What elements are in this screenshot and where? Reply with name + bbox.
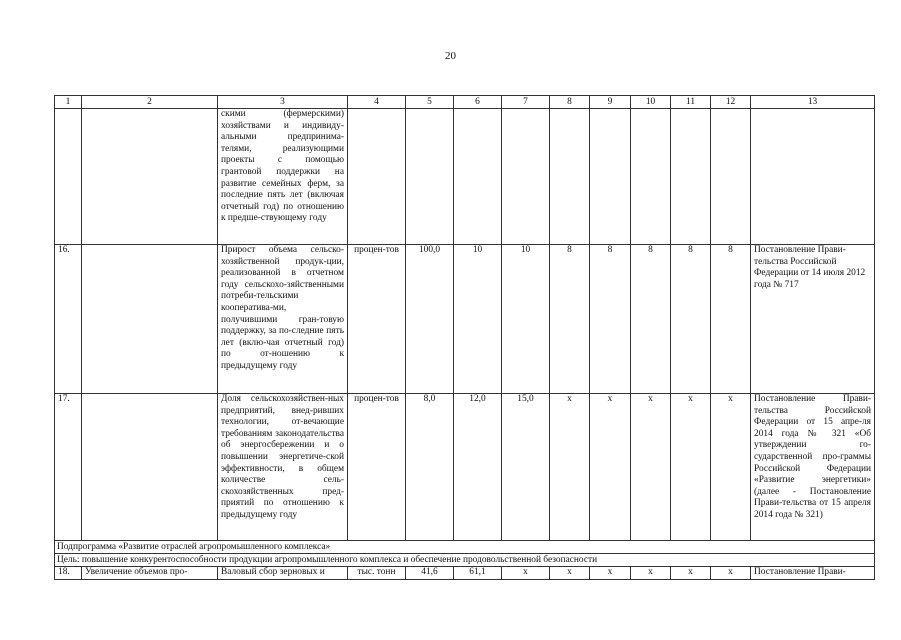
goal-cell bbox=[82, 245, 218, 394]
indicator-name: Прирост объема сельско-хозяйственной продук-ции, реализованной в отчетном году сельскохо-зяйственными потреби-тельскими кооператива-ми, получившими гран-товую поддержку, за по-следние пять лет (вклю-чая отчетный год) по от-ношению к предыдущему году bbox=[218, 245, 348, 394]
value-cell: 100,0 bbox=[406, 245, 454, 394]
value-cell: 61,1 bbox=[454, 567, 502, 580]
row-number: 16. bbox=[55, 245, 82, 394]
goal-cell bbox=[82, 109, 218, 245]
value-cell: x bbox=[631, 394, 671, 541]
value-cell: x bbox=[590, 394, 631, 541]
column-number: 13 bbox=[751, 96, 875, 109]
value-cell bbox=[631, 109, 671, 245]
column-number: 11 bbox=[671, 96, 711, 109]
document-reference: Постановление Прави- bbox=[751, 567, 875, 580]
value-cell: 41,6 bbox=[406, 567, 454, 580]
table-row bbox=[55, 567, 875, 580]
page-number: 20 bbox=[445, 50, 456, 62]
column-number: 7 bbox=[502, 96, 550, 109]
goal-title: Цель: повышение конкурентоспособности продукции агропромышленного комплекса и обеспечение продовольственной безопасности bbox=[55, 554, 875, 567]
table-row bbox=[55, 109, 875, 245]
value-cell: 8 bbox=[631, 245, 671, 394]
value-cell: x bbox=[671, 394, 711, 541]
row-number: 18. bbox=[55, 567, 82, 580]
value-cell: x bbox=[711, 567, 751, 580]
table-row bbox=[55, 245, 875, 394]
document-reference: Постановление Прави-тельства Российской Федерации от 14 июля 2012 года № 717 bbox=[751, 245, 875, 394]
value-cell: 8,0 bbox=[406, 394, 454, 541]
goal-row bbox=[55, 554, 875, 567]
value-cell bbox=[590, 109, 631, 245]
value-cell bbox=[711, 109, 751, 245]
value-cell bbox=[550, 109, 590, 245]
column-number: 8 bbox=[550, 96, 590, 109]
value-cell: x bbox=[550, 394, 590, 541]
value-cell: x bbox=[550, 567, 590, 580]
indicator-name: Доля сельскохозяйствен-ных предприятий, внед-ривших технологии, от-вечающие требованиям законодательства об энергосбережении и о повышении энергетиче-ской эффективности, в общем количестве сель-скохозяйственных пред-приятий по отношению к предыдущему году bbox=[218, 394, 348, 541]
value-cell bbox=[502, 109, 550, 245]
value-cell: x bbox=[590, 567, 631, 580]
row-number: 17. bbox=[55, 394, 82, 541]
row-number bbox=[55, 109, 82, 245]
column-number: 10 bbox=[631, 96, 671, 109]
column-number: 4 bbox=[348, 96, 406, 109]
value-cell: x bbox=[631, 567, 671, 580]
value-cell: 10 bbox=[454, 245, 502, 394]
subprogram-title: Подпрограмма «Развитие отраслей агропромышленного комплекса» bbox=[55, 541, 875, 554]
column-number: 3 bbox=[218, 96, 348, 109]
value-cell: x bbox=[502, 567, 550, 580]
value-cell: 8 bbox=[590, 245, 631, 394]
value-cell: x bbox=[671, 567, 711, 580]
indicator-name: скими (фермерскими) хозяйствами и индивиду-альными предпринима-телями, реализующими проекты с помощью грантовой поддержки на развитие семейных ферм, за последние пять лет (включая отчетный год) по отношению к предше-ствующему году bbox=[218, 109, 348, 245]
value-cell bbox=[406, 109, 454, 245]
indicators-table bbox=[54, 95, 875, 580]
document-reference: Постановление Прави-тельства Российской Федерации от 15 апре-ля 2014 года № 321 «Об утверждении го-сударственной про-граммы Российской Федерации «Развитие энергетики» (далее - Постановление Прави-тельства от 15 апреля 2014 года № 321) bbox=[751, 394, 875, 541]
column-number: 12 bbox=[711, 96, 751, 109]
document-reference bbox=[751, 109, 875, 245]
value-cell bbox=[671, 109, 711, 245]
value-cell: 15,0 bbox=[502, 394, 550, 541]
goal-cell bbox=[82, 394, 218, 541]
value-cell: 8 bbox=[550, 245, 590, 394]
column-number: 1 bbox=[55, 96, 82, 109]
value-cell: x bbox=[711, 394, 751, 541]
unit-cell: тыс. тонн bbox=[348, 567, 406, 580]
value-cell: 8 bbox=[671, 245, 711, 394]
goal-cell: Увеличение объемов про- bbox=[82, 567, 218, 580]
column-number: 6 bbox=[454, 96, 502, 109]
column-number-row bbox=[55, 96, 875, 109]
unit-cell: процен-тов bbox=[348, 394, 406, 541]
column-number: 2 bbox=[82, 96, 218, 109]
unit-cell bbox=[348, 109, 406, 245]
value-cell bbox=[454, 109, 502, 245]
column-number: 9 bbox=[590, 96, 631, 109]
subprogram-row bbox=[55, 541, 875, 554]
column-number: 5 bbox=[406, 96, 454, 109]
value-cell: 10 bbox=[502, 245, 550, 394]
indicator-name: Валовый сбор зерновых и bbox=[218, 567, 348, 580]
unit-cell: процен-тов bbox=[348, 245, 406, 394]
value-cell: 12,0 bbox=[454, 394, 502, 541]
value-cell: 8 bbox=[711, 245, 751, 394]
table-row bbox=[55, 394, 875, 541]
